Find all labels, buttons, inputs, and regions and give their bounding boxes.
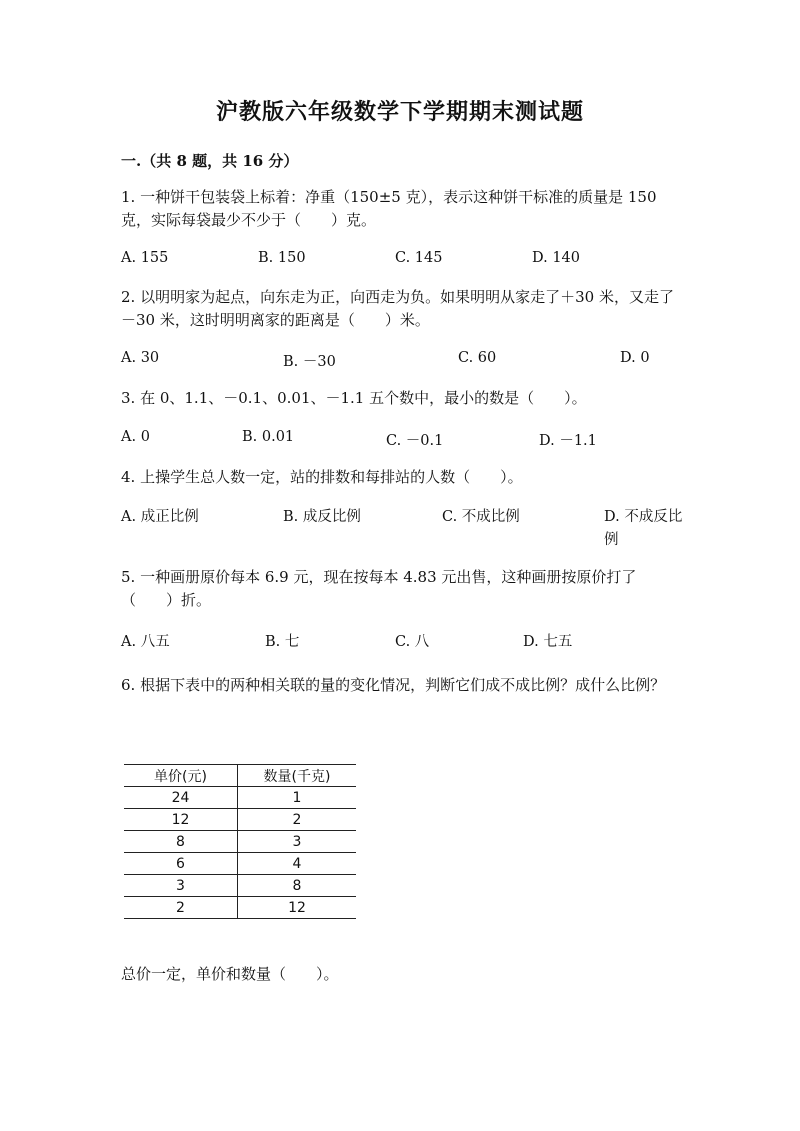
question-5: 5. 一种画册原价每本 6.9 元，现在按每本 4.83 元出售，这种画册按原价打了（ ）折。 [121,568,637,609]
table-row [124,809,356,831]
data-table [124,764,356,919]
header-unit-price: 单价(元) [124,765,238,787]
page-title: 沪教版六年级数学下学期期末测试题 [215,99,584,125]
table-row [124,853,356,875]
table-header-row [124,765,356,787]
table-cell: 8 [238,875,357,897]
option-d: D. 0 [620,350,650,366]
table-row [124,897,356,919]
question-6: 6. 根据下表中的两种相关联的量的变化情况，判断它们成不成比例？成什么比例？ [121,676,666,694]
table-cell: 2 [238,809,357,831]
option-d: D. 140 [532,250,581,266]
table-cell: 2 [124,897,238,919]
table-cell: 4 [238,853,357,875]
option-c: C. －0.1 [386,433,444,449]
option-c: C. 60 [458,350,497,366]
question-5-options [121,630,681,654]
table-cell: 24 [124,787,238,809]
option-b: B. 150 [258,250,306,266]
option-a: A. 155 [121,250,169,266]
question-2-options [121,350,681,374]
option-b: B. 成反比例 [283,509,361,525]
option-c: C. 不成比例 [442,509,520,525]
table-cell: 12 [124,809,238,831]
option-b: B. 0.01 [242,429,295,445]
table-cell: 1 [238,787,357,809]
question-1-options [121,250,681,274]
table-cell: 12 [238,897,357,919]
option-d: D. －1.1 [539,433,597,449]
table-cell: 3 [124,875,238,897]
question-1: 1. 一种饼干包装袋上标着：净重（150±5 克），表示这种饼干标准的质量是 150 克，实际每袋最少不少于（ ）克。 [121,188,657,229]
table-row [124,787,356,809]
option-b: B. －30 [283,354,336,370]
option-a: A. 成正比例 [121,509,199,525]
question-2: 2. 以明明家为起点，向东走为正，向西走为负。如果明明从家走了＋30 米，又走了－30 米，这时明明离家的距离是（ ）米。 [121,288,674,329]
question-3-options [121,429,681,453]
question-4: 4. 上操学生总人数一定，站的排数和每排站的人数（ ）。 [121,468,523,486]
question-3: 3. 在 0、1.1、－0.1、0.01、－1.1 五个数中，最小的数是（ ）。 [121,389,587,407]
table-row [124,875,356,897]
table-cell: 3 [238,831,357,853]
option-a: A. 八五 [121,634,170,650]
option-a: A. 30 [121,350,160,366]
option-b: B. 七 [265,634,300,650]
section-heading: 一.（共 8 题，共 16 分） [121,152,299,170]
table-cell: 8 [124,831,238,853]
option-c: C. 145 [395,250,443,266]
option-d: D. 不成反比例 [604,509,683,548]
final-prompt: 总价一定，单价和数量（ ）。 [121,965,339,983]
option-a: A. 0 [121,429,150,445]
option-c: C. 八 [395,634,430,650]
header-quantity: 数量(千克) [238,765,357,787]
option-d: D. 七五 [523,634,573,650]
question-4-options [121,506,686,548]
table-row [124,831,356,853]
table-cell: 6 [124,853,238,875]
